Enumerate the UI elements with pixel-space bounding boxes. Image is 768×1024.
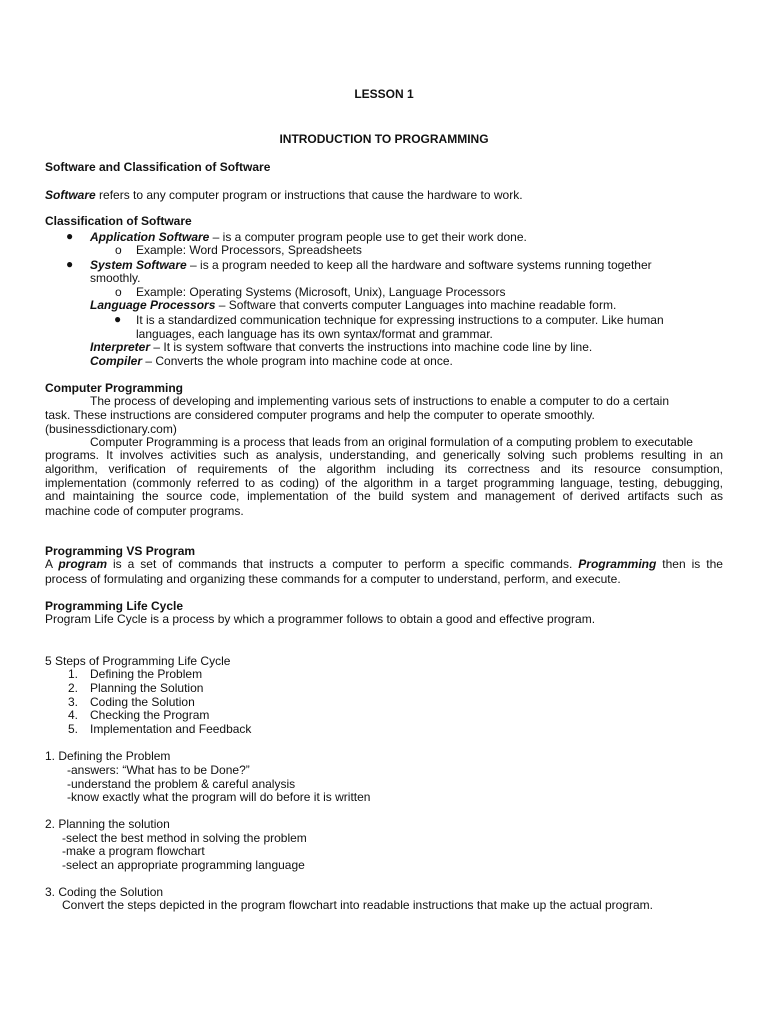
language-processors-detail-1: It is a standardized communication technique for expressing instructions to a computer. Like human: [136, 313, 664, 327]
step-3-title: 3. Coding the Solution: [45, 885, 164, 899]
pvp-line-1: [45, 558, 723, 572]
cp-paragraph-2-line-4: implementation (commonly referred to as coding) of the algorithm in a target programming language, testing, debugging,: [45, 476, 723, 490]
pvp-line-2: process of formulating and organizing these commands for a computer to understand, perform, and execute.: [45, 572, 621, 586]
term-interpreter: Interpreter: [90, 340, 151, 354]
bullet-icon: ●: [66, 257, 74, 271]
section-heading-programming-life-cycle: Programming Life Cycle: [45, 599, 184, 613]
cp-paragraph-1-line-1: The process of developing and implementing various sets of instructions to enable a computer to do a certain: [90, 394, 669, 408]
cp-paragraph-2-line-1: Computer Programming is a process that leads from an original formulation of a computing problem to executable: [90, 435, 693, 449]
application-software-item: [90, 230, 527, 244]
compiler-item: [90, 354, 453, 368]
interpreter-text: – It is system software that converts the instructions into machine code line by line.: [150, 340, 593, 354]
software-definition: [45, 188, 523, 202]
section-heading-classification: Classification of Software: [45, 214, 192, 228]
steps-item-1: Defining the Problem: [90, 667, 203, 681]
step-1-note-a: -answers: “What has to be Done?”: [67, 763, 250, 777]
cp-paragraph-1-line-3: (businessdictionary.com): [45, 422, 177, 436]
cp-paragraph-2-line-3: algorithm, verification of requirements of the algorithm including its correctness and its resource consumption,: [45, 462, 723, 476]
system-software-text: – is a program needed to keep all the hardware and software systems running together: [186, 258, 652, 272]
pvp-text-mid: is a set of commands that instructs a computer to perform a specific commands.: [107, 557, 579, 571]
section-heading-computer-programming: Computer Programming: [45, 381, 184, 395]
term-compiler: Compiler: [90, 354, 143, 368]
term-software: Software: [45, 188, 96, 202]
circle-bullet-icon: o: [115, 243, 122, 257]
circle-bullet-icon: o: [115, 285, 122, 299]
steps-item-5: Implementation and Feedback: [90, 722, 252, 736]
term-application-software: Application Software: [90, 230, 210, 244]
lesson-subtitle: INTRODUCTION TO PROGRAMMING: [279, 132, 489, 146]
bullet-icon: ●: [66, 229, 74, 243]
application-software-text: – is a computer program people use to get their work done.: [209, 230, 527, 244]
section-heading-software: Software and Classification of Software: [45, 160, 271, 174]
step-1-title: 1. Defining the Problem: [45, 749, 171, 763]
step-2-note-a: -select the best method in solving the problem: [62, 831, 307, 845]
steps-heading: 5 Steps of Programming Life Cycle: [45, 654, 231, 668]
step-1-note-c: -know exactly what the program will do before it is written: [67, 790, 371, 804]
step-1-note-b: -understand the problem & careful analysis: [67, 777, 296, 791]
steps-number-5: 5.: [68, 722, 79, 736]
cp-paragraph-2-line-5: and maintaining the source code, implementation of the build system and management of derived artifacts such as: [45, 489, 723, 503]
cp-paragraph-1-line-2: task. These instructions are considered computer programs and help the computer to operate smoothly.: [45, 408, 595, 422]
plc-definition: Program Life Cycle is a process by which a programmer follows to obtain a good and effective program.: [45, 612, 596, 626]
steps-item-3: Coding the Solution: [90, 695, 195, 709]
term-system-software: System Software: [90, 258, 187, 272]
bullet-icon: ●: [114, 312, 122, 326]
application-software-example: Example: Word Processors, Spreadsheets: [136, 243, 362, 257]
compiler-text: – Converts the whole program into machine code at once.: [142, 354, 453, 368]
step-2-title: 2. Planning the solution: [45, 817, 170, 831]
language-processors-text: – Software that converts computer Languages into machine readable form.: [215, 298, 617, 312]
system-software-item: [90, 258, 652, 272]
interpreter-item: [90, 340, 592, 354]
term-program: program: [58, 557, 108, 571]
steps-number-1: 1.: [68, 667, 79, 681]
steps-item-2: Planning the Solution: [90, 681, 204, 695]
software-definition-text: refers to any computer program or instructions that cause the hardware to work.: [95, 188, 523, 202]
term-language-processors: Language Processors: [90, 298, 216, 312]
system-software-example: Example: Operating Systems (Microsoft, Unix), Language Processors: [136, 285, 506, 299]
lesson-title: LESSON 1: [354, 87, 414, 101]
steps-number-3: 3.: [68, 695, 79, 709]
steps-number-2: 2.: [68, 681, 79, 695]
language-processors-detail-2: languages, each language has its own syntax/format and grammar.: [136, 327, 493, 341]
pvp-text-a: A: [45, 557, 59, 571]
step-3-note-a: Convert the steps depicted in the program flowchart into readable instructions that make up the actual program.: [62, 898, 653, 912]
pvp-text-end: then is the: [656, 557, 723, 571]
steps-item-4: Checking the Program: [90, 708, 210, 722]
steps-number-4: 4.: [68, 708, 79, 722]
system-software-text-cont: smoothly.: [90, 271, 141, 285]
cp-paragraph-2-line-6: machine code of computer programs.: [45, 504, 244, 518]
step-2-note-c: -select an appropriate programming language: [62, 858, 305, 872]
term-programming: Programming: [578, 557, 657, 571]
step-2-note-b: -make a program flowchart: [62, 844, 205, 858]
language-processors-item: [90, 298, 616, 312]
section-heading-programming-vs-program: Programming VS Program: [45, 544, 196, 558]
cp-paragraph-2-line-2: programs. It involves activities such as analysis, understanding, and generically solving such problems resulting in an: [45, 448, 723, 462]
